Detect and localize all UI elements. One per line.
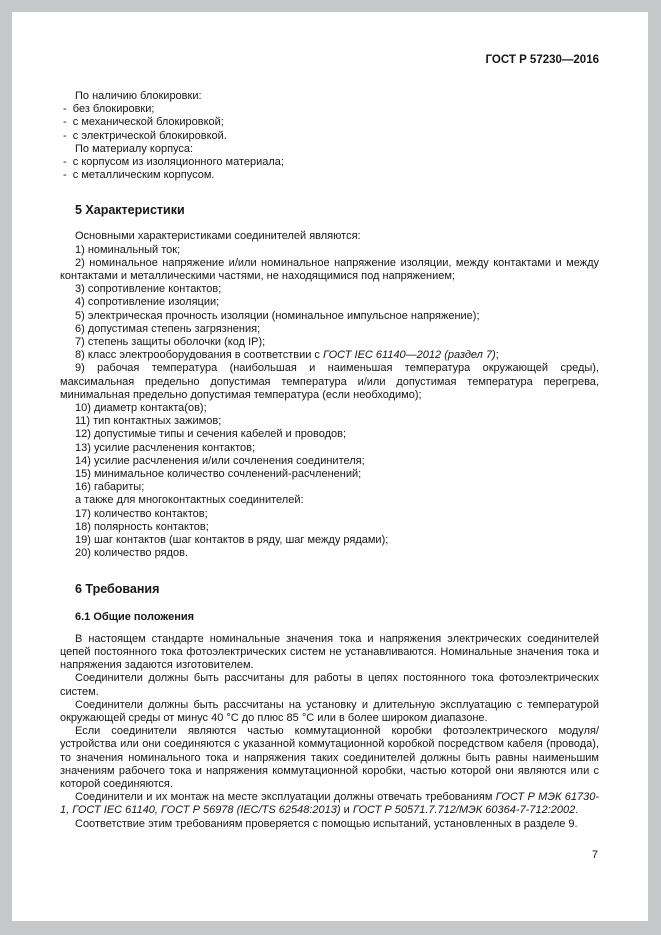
- dash-list-item: - с корпусом из изоляционного материала;: [63, 156, 284, 169]
- dash-list-item: - с механической блокировкой;: [63, 116, 224, 129]
- dash-list-item: - с электрической блокировкой.: [63, 129, 227, 142]
- numbered-list-item: 4) сопротивление изоляции;: [75, 296, 220, 309]
- numbered-list-item: 10) диаметр контакта(ов);: [75, 402, 207, 415]
- paragraph: Соединители и их монтаж на месте эксплуатации должны отвечать требованиям ГОСТ Р МЭК 61730-1, ГОСТ IEC 61140, ГОСТ Р 56978 (IEC/TS 62548:2013) и ГОСТ Р 50571.7.712/МЭК 60364-7-712:2002.: [60, 791, 600, 817]
- paragraph: Соединители должны быть рассчитаны на установку и длительную эксплуатацию с температурой окружающей среды от минус 40 °С до плюс 85 °С или в более широком диапазоне.: [60, 698, 599, 724]
- numbered-list-item: 11) тип контактных зажимов;: [75, 415, 222, 428]
- dash-list-item: - с металлическим корпусом.: [63, 169, 215, 182]
- numbered-list-item: 5) электрическая прочность изоляции (номинальное импульсное напряжение);: [75, 309, 480, 322]
- paragraph: Соединители должны быть рассчитаны для работы в цепях постоянного тока фотоэлектрических систем.: [60, 672, 599, 698]
- numbered-list-item: 13) усилие расчленения контактов;: [75, 441, 256, 454]
- numbered-list-item: 12) допустимые типы и сечения кабелей и проводов;: [75, 428, 347, 441]
- paragraph: а также для многоконтактных соединителей:: [75, 494, 304, 507]
- dash-list-item: - без блокировки;: [63, 103, 155, 116]
- numbered-list-item: 7) степень защиты оболочки (код IP);: [75, 336, 266, 349]
- paragraph: Соответствие этим требованиям проверяется с помощью испытаний, установленных в разделе 9.: [75, 817, 578, 830]
- numbered-list-item: 8) класс электрооборудования в соответствии с ГОСТ IEC 61140—2012 (раздел 7);: [75, 349, 499, 362]
- document-page: [12, 12, 648, 921]
- numbered-list-item: 1) номинальный ток;: [75, 243, 181, 256]
- numbered-list-item: 18) полярность контактов;: [75, 520, 209, 533]
- numbered-list-item: 14) усилие расчленения и/или сочленения соединителя;: [75, 454, 365, 467]
- document-body: [60, 90, 599, 831]
- doc-number: ГОСТ Р 57230—2016: [485, 54, 599, 66]
- numbered-list-item: 16) габариты;: [75, 481, 145, 494]
- numbered-list-item: 19) шаг контактов (шаг контактов в ряду, шаг между рядами);: [75, 534, 389, 547]
- paragraph: В настоящем стандарте номинальные значения тока и напряжения электрических соединителей цепей постоянного тока фотоэлектрических систем не устанавливаются. Номинальные значения тока и напряжения задаются изготовителем.: [60, 632, 599, 672]
- numbered-list-item: 2) номинальное напряжение и/или номинальное напряжение изоляции, между контактами и между контактами и металлическими частями, не находящимися под напряжением;: [60, 256, 599, 283]
- page-number: 7: [591, 849, 598, 861]
- paragraph: Основными характеристиками соединителей являются:: [75, 230, 361, 243]
- numbered-list-item: 20) количество рядов.: [75, 547, 188, 560]
- numbered-list-item: 9) рабочая температура (наибольшая и наименьшая температура окружающей среды), максимальная предельно допустимая температура и/или допустимая температура перегрева, минимальная предельно допустимая температура (если необходимо);: [60, 362, 599, 401]
- numbered-list-item: 15) минимальное количество сочленений-расчленений;: [75, 468, 362, 481]
- numbered-list-item: 6) допустимая степень загрязнения;: [75, 322, 261, 335]
- section-heading: 6 Требования: [75, 581, 160, 596]
- subsection-heading: 6.1 Общие положения: [75, 610, 195, 623]
- paragraph: Если соединители являются частью коммутационной коробки фотоэлектрического модуля/устройства или они соединяются с указанной коммутационной коробкой посредством кабеля (провода), то значения номинального тока и напряжения таких соединителей должны быть равны наименьшим значениям рабочего тока и напряжения коммутационной коробки, частью которой они являются или с которой соединяются.: [60, 725, 599, 790]
- paragraph: По наличию блокировки:: [75, 90, 202, 102]
- numbered-list-item: 3) сопротивление контактов;: [75, 283, 222, 296]
- numbered-list-item: 17) количество контактов;: [75, 507, 208, 520]
- paragraph: По материалу корпуса:: [75, 142, 194, 155]
- section-heading: 5 Характеристики: [75, 203, 185, 218]
